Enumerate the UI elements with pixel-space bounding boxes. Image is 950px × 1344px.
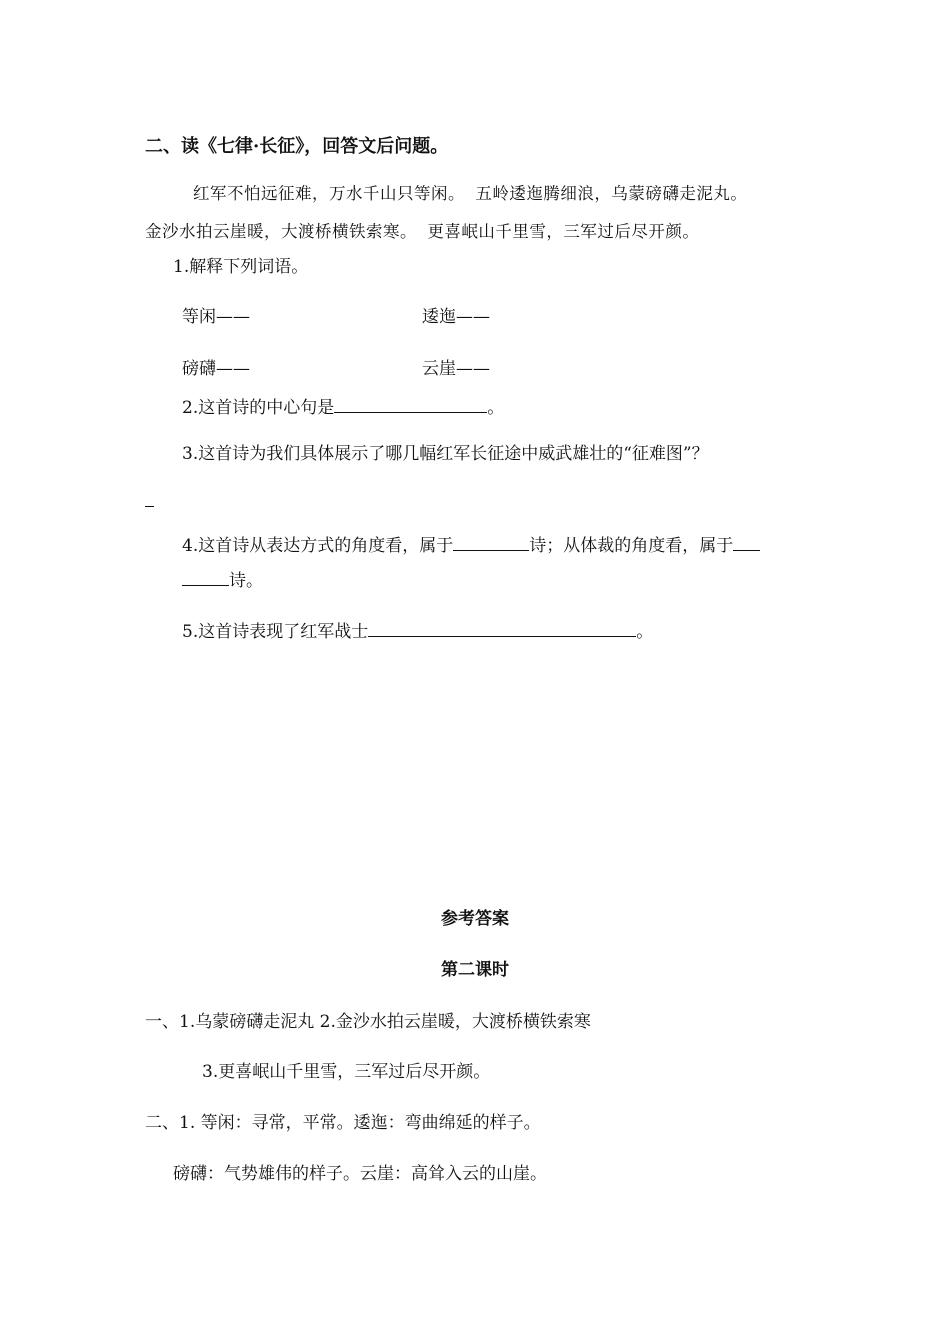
- question-4-middle: 诗；从体裁的角度看，属于: [529, 536, 734, 556]
- answers-title: 参考答案: [441, 909, 509, 929]
- answer-blank[interactable]: [182, 571, 229, 586]
- question-4-end: 诗。: [229, 571, 263, 591]
- question-5-end: 。: [636, 622, 654, 642]
- answer-part1-line2: 3.更喜岷山千里雪，三军过后尽开颜。: [202, 1062, 491, 1082]
- question-3: 3.这首诗为我们具体展示了哪几幅红军长征途中威武雄壮的“征难图”？: [182, 444, 709, 464]
- question-5: [182, 622, 653, 641]
- poem-line-1: 红军不怕远征难，万水千山只等闲。 五岭逶迤腾细浪，乌蒙磅礴走泥丸。: [193, 184, 748, 203]
- answer-blank[interactable]: [334, 398, 487, 413]
- answer-blank[interactable]: [368, 622, 636, 637]
- answer-blank[interactable]: [453, 536, 529, 551]
- question-2-text: 2.这首诗的中心句是: [182, 398, 335, 418]
- answer-blank[interactable]: [733, 536, 760, 551]
- term-dengxian: 等闲——: [182, 307, 250, 327]
- answer-part2-line2: 磅礴：气势雄伟的样子。云崖：高耸入云的山崖。: [173, 1164, 547, 1184]
- term-weiyi: 逶迤——: [422, 307, 490, 327]
- poem-line-2: 金沙水拍云崖暖，大渡桥横铁索寒。 更喜岷山千里雪，三军过后尽开颜。: [145, 222, 700, 241]
- question-4: [182, 536, 760, 555]
- question-2-end: 。: [487, 398, 505, 418]
- term-yunya: 云崖——: [422, 359, 490, 379]
- question-2: [182, 398, 504, 417]
- answer-part2-line1: 二、1. 等闲：寻常，平常。逶迤：弯曲绵延的样子。: [145, 1113, 541, 1133]
- question-4-text: 4.这首诗从表达方式的角度看，属于: [182, 536, 454, 556]
- answer-part1-line1: 一、1.乌蒙磅礴走泥丸 2.金沙水拍云崖暖，大渡桥横铁索寒: [145, 1012, 591, 1032]
- answer-blank[interactable]: [145, 506, 154, 507]
- question-1: 1.解释下列词语。: [173, 257, 309, 277]
- section-heading: 二、读《七律·长征》，回答文后问题。: [145, 136, 449, 157]
- answers-subtitle: 第二课时: [441, 960, 509, 980]
- term-pangbo: 磅礴——: [182, 359, 250, 379]
- question-4-continued: [182, 571, 263, 590]
- question-5-text: 5.这首诗表现了红军战士: [182, 622, 369, 642]
